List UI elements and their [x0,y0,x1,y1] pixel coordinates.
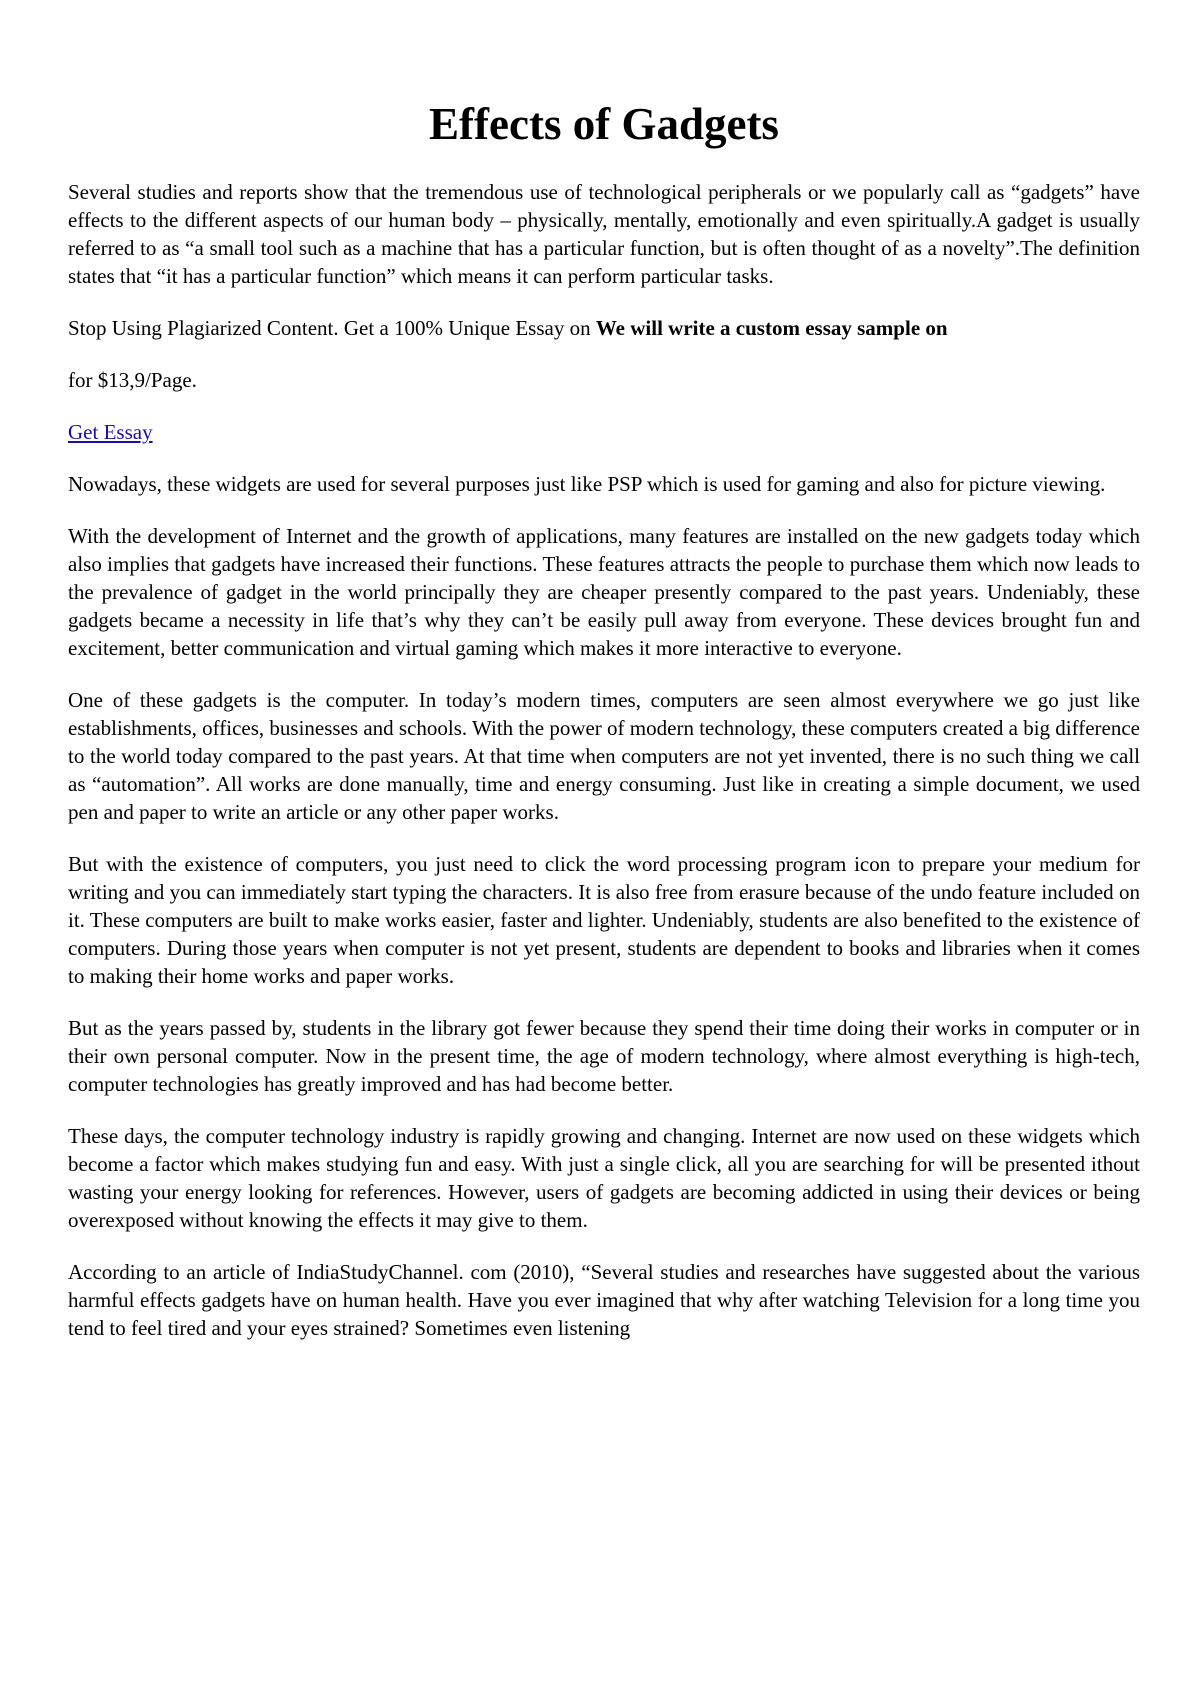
price-text: for $13,9/Page. [68,367,197,392]
promo-lead: Stop Using Plagiarized Content. Get a 100% Unique Essay on [68,315,596,340]
cta-paragraph [68,418,1140,446]
paragraph-widgets: Nowadays, these widgets are used for several purposes just like PSP which is used for gaming and also for picture viewing. [68,471,1106,496]
document-page [68,100,1140,1366]
paragraph-years-passed: But as the years passed by, students in the library got fewer because they spend their time doing their works in computer or in their own personal computer. Now in the present time, the age of modern technology, where almost everything is high-tech, computer technologies has greatly improved and has had become better. [68,1015,1140,1096]
promo-bold: We will write a custom essay sample on [595,315,948,340]
paragraph-development: With the development of Internet and the growth of applications, many features are installed on the new gadgets today which also implies that gadgets have increased their functions. These features attracts the people to purchase them which now leads to the prevalence of gadget in the world principally they are cheaper presently compared to the past years. Undeniably, these gadgets became a necessity in life that’s why they can’t be easily pull away from everyone. These devices brought fun and excitement, better communication and virtual gaming which makes it more interactive to everyone. [68,523,1140,660]
page-title: Effects of Gadgets [429,99,779,149]
paragraph-according: According to an article of IndiaStudyChannel. com (2010), “Several studies and researches have suggested about the various harmful effects gadgets have on human health. Have you ever imagined that why after watching Television for a long time you tend to feel tired and your eyes strained? Sometimes even listening [68,1259,1140,1340]
paragraph-computer: One of these gadgets is the computer. In today’s modern times, computers are seen almost everywhere we go just like establishments, offices, businesses and schools. With the power of modern technology, these computers created a big difference to the world today compared to the past years. At that time when computers are not yet invented, there is no such thing we call as “automation”. All works are done manually, time and energy consuming. Just like in creating a simple document, we used pen and paper to write an article or any other paper works. [68,687,1140,824]
promo-text [68,314,1140,342]
paragraph-these-days: These days, the computer technology industry is rapidly growing and changing. Internet are now used on these widgets which become a factor which makes studying fun and easy. With just a single click, all you are searching for will be presented ithout wasting your energy looking for references. However, users of gadgets are becoming addicted in using their devices or being overexposed without knowing the effects it may give to them. [68,1123,1140,1232]
get-essay-link[interactable]: Get Essay [68,419,153,444]
paragraph-intro: Several studies and reports show that the tremendous use of technological peripherals or we popularly call as “gadgets” have effects to the different aspects of our human body – physically, mentally, emotionally and even spiritually.A gadget is usually referred to as “a small tool such as a machine that has a particular function, but is often thought of as a novelty”.The definition states that “it has a particular function” which means it can perform particular tasks. [68,179,1140,288]
paragraph-existence: But with the existence of computers, you just need to click the word processing program icon to prepare your medium for writing and you can immediately start typing the characters. It is also free from erasure because of the undo feature included on it. These computers are built to make works easier, faster and lighter. Undeniably, students are also benefited to the existence of computers. During those years when computer is not yet present, students are dependent to books and libraries when it comes to making their home works and paper works. [68,851,1140,988]
